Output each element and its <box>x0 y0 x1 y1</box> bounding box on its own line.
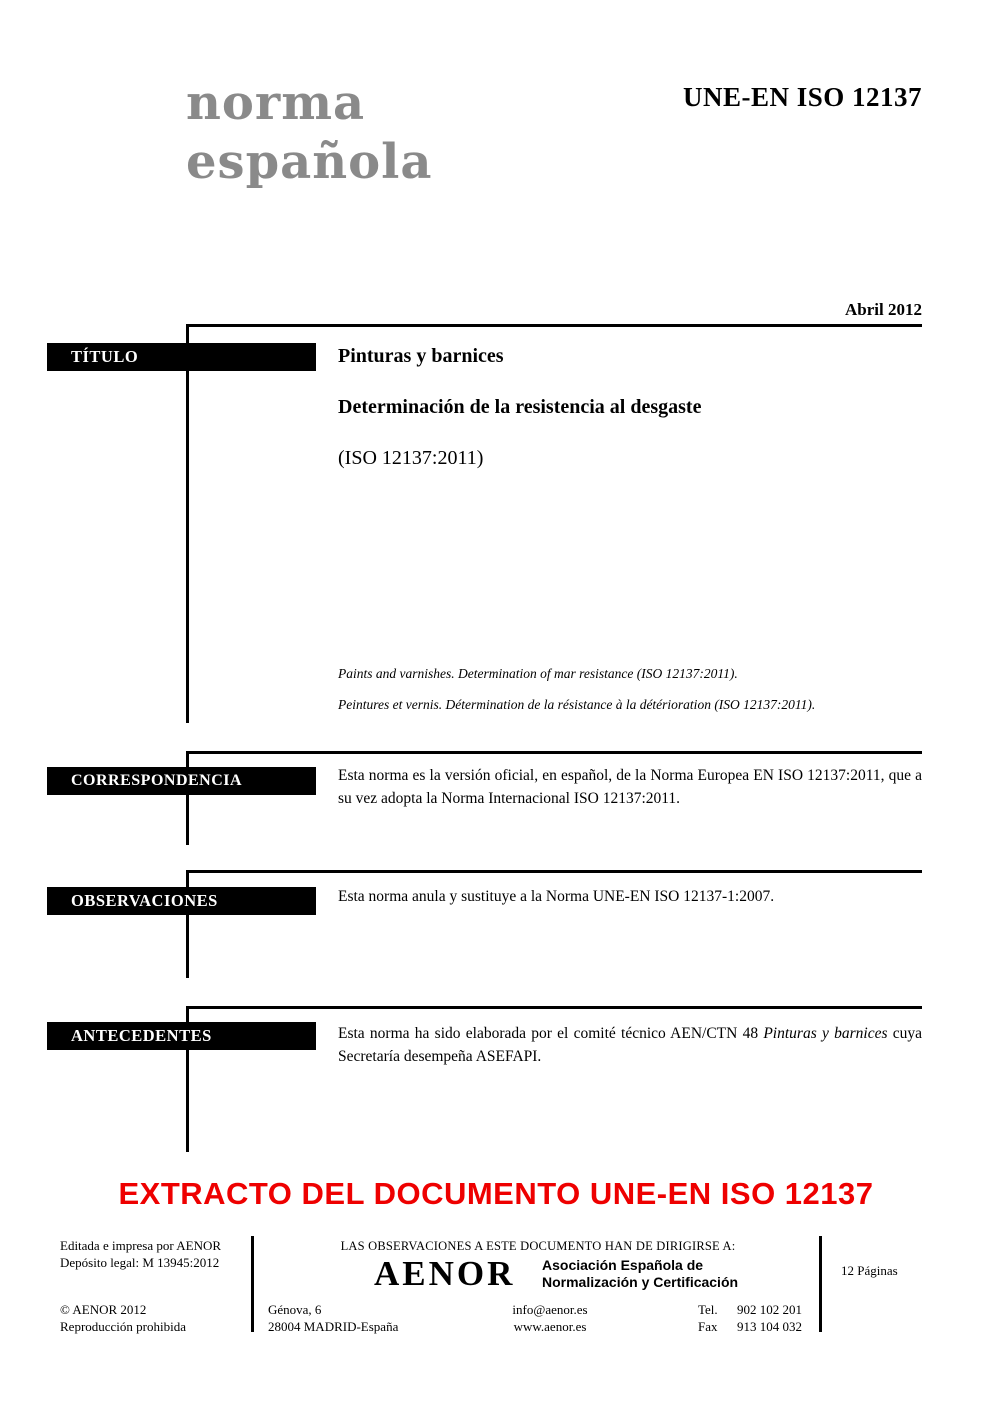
footer-address-block <box>268 1302 398 1335</box>
footer-tel-value: 902 102 201 <box>737 1302 802 1317</box>
footer-observations-notice: LAS OBSERVACIONES A ESTE DOCUMENTO HAN DE DIRIGIRSE A: <box>340 1239 736 1253</box>
observaciones-text: Esta norma anula y sustituye a la Norma UNE-EN ISO 12137-1:2007. <box>338 888 775 905</box>
footer-copyright-line: © AENOR 2012 <box>60 1302 147 1317</box>
antecedentes-text-italic: Pinturas y barnices <box>763 1025 888 1042</box>
correspondencia-top-rule <box>186 751 922 754</box>
observaciones-top-rule <box>186 870 922 873</box>
aenor-tagline-line-2: Normalización y Certificación <box>542 1273 739 1290</box>
correspondencia-text: Esta norma es la versión oficial, en español, de la Norma Europea EN ISO 12137:2011, que a su vez adopta la Norma Internacional ISO 12137:2011. <box>338 767 922 807</box>
footer-divider-right <box>819 1236 822 1332</box>
footer-fax-row <box>698 1319 802 1336</box>
footer-contact-web-block <box>470 1302 630 1335</box>
antecedentes-label: ANTECEDENTES <box>71 1026 212 1045</box>
logo-line-2: española <box>186 134 433 190</box>
titulo-label-box <box>47 343 316 371</box>
titulo-top-rule <box>186 324 922 327</box>
footer-reproduction-line: Reproducción prohibida <box>60 1318 186 1334</box>
antecedentes-text <box>338 1023 922 1068</box>
extracto-notice: EXTRACTO DEL DOCUMENTO UNE-EN ISO 12137 <box>118 1176 874 1211</box>
footer-edited-line: Editada e impresa por AENOR <box>60 1238 222 1253</box>
logo-line-1: norma <box>186 75 366 131</box>
antecedentes-text-after: cuya Secretaría desempeña ASEFAPI. <box>338 1025 922 1065</box>
footer-copyright-block <box>60 1302 186 1335</box>
footer-page-count: 12 Páginas <box>841 1263 898 1278</box>
antecedentes-label-box <box>47 1022 316 1050</box>
aenor-logo: AENOR <box>374 1254 516 1293</box>
footer-tel-label: Tel. <box>698 1302 718 1317</box>
observaciones-label-box <box>47 887 316 915</box>
title-line-3: (ISO 12137:2011) <box>338 447 484 469</box>
footer-website: www.aenor.es <box>513 1318 587 1334</box>
correspondencia-vertical-line <box>186 751 189 845</box>
antecedentes-top-rule <box>186 1006 922 1009</box>
aenor-tagline <box>542 1257 738 1290</box>
footer-address-line-1: Génova, 6 <box>268 1302 322 1317</box>
title-line-1: Pinturas y barnices <box>338 345 504 367</box>
correspondencia-label: CORRESPONDENCIA <box>71 772 243 789</box>
footer-telfax-block <box>698 1302 802 1335</box>
footer-edition-block <box>60 1238 221 1271</box>
title-line-2: Determinación de la resistencia al desgaste <box>338 396 702 418</box>
titulo-vertical-line <box>186 324 189 723</box>
title-french: Peintures et vernis. Détermination de la résistance à la détérioration (ISO 12137:2011). <box>338 697 816 712</box>
publication-date: Abril 2012 <box>845 300 922 319</box>
titulo-label: TÍTULO <box>71 347 139 366</box>
footer-deposit-line: Depósito legal: M 13945:2012 <box>60 1254 220 1270</box>
aenor-tagline-line-1: Asociación Española de <box>542 1257 704 1273</box>
observaciones-label: OBSERVACIONES <box>71 891 218 910</box>
correspondencia-label-box <box>47 767 316 795</box>
document-code: UNE-EN ISO 12137 <box>682 82 922 112</box>
footer-divider-left <box>251 1236 254 1332</box>
antecedentes-text-before: Esta norma ha sido elaborada por el comité técnico AEN/CTN 48 <box>338 1025 764 1042</box>
footer-fax-value: 913 104 032 <box>737 1318 802 1334</box>
footer-address-line-2: 28004 MADRID-España <box>268 1318 399 1334</box>
title-english: Paints and varnishes. Determination of mar resistance (ISO 12137:2011). <box>338 666 738 681</box>
norma-espanola-logo <box>186 74 432 192</box>
footer-fax-label: Fax <box>698 1318 718 1334</box>
footer-tel-row <box>698 1302 802 1319</box>
footer-email: info@aenor.es <box>512 1302 588 1317</box>
